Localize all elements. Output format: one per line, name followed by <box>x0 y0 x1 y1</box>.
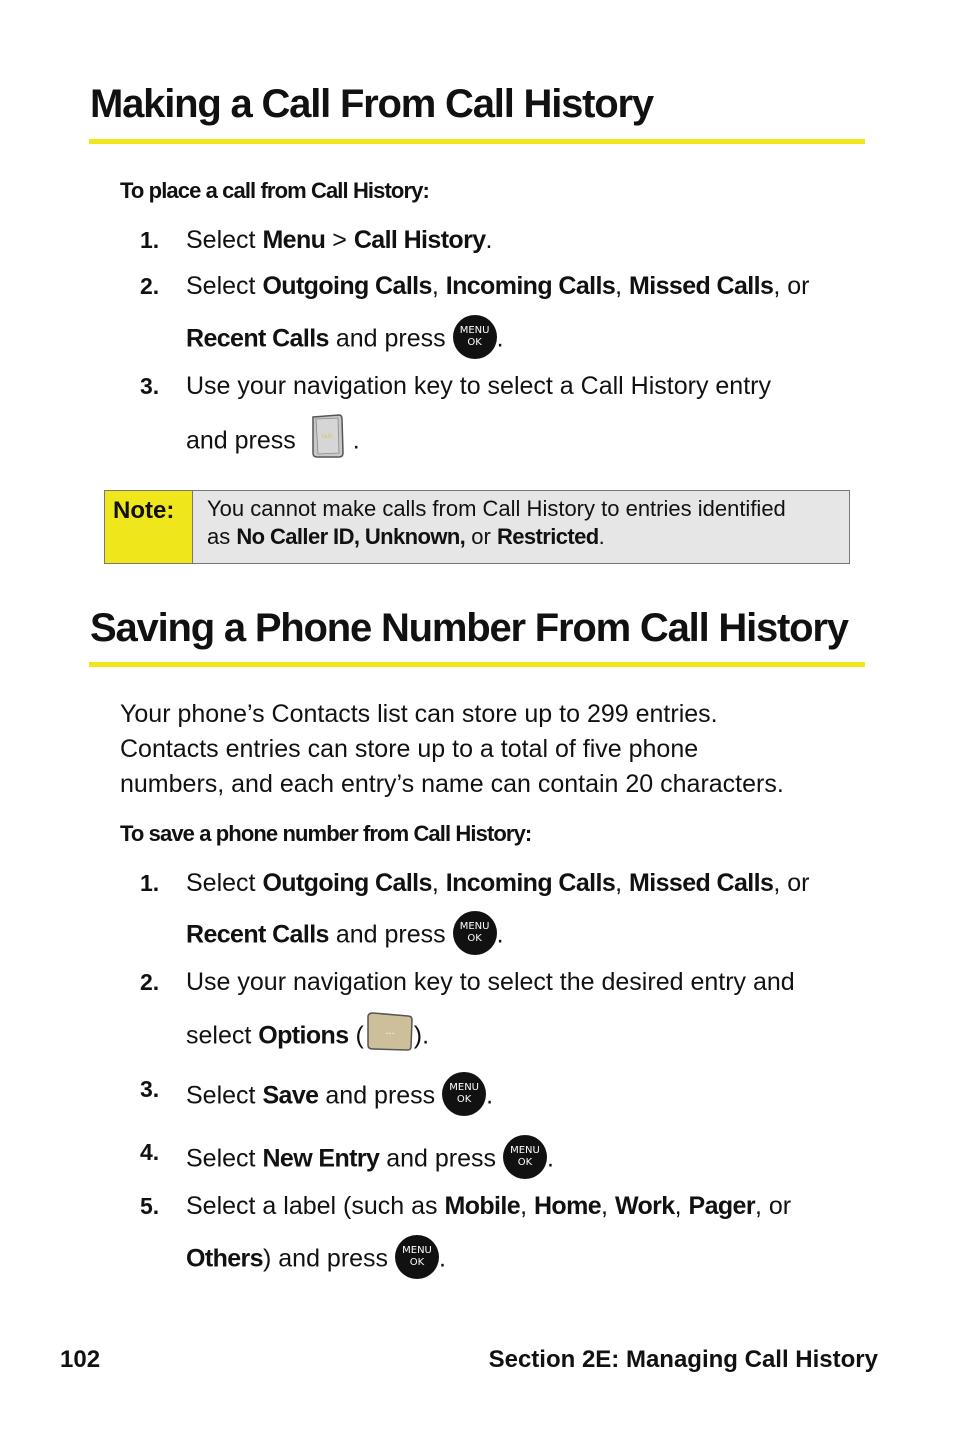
step-text: Select Outgoing Calls, Incoming Calls, Missed Calls, or <box>186 272 810 300</box>
section-title-saving-number: Saving a Phone Number From Call History <box>90 606 848 650</box>
step-text: Select New Entry and press MENU OK . <box>186 1138 554 1182</box>
svg-text:···: ··· <box>385 1029 395 1040</box>
step-text: Select a label (such as Mobile, Home, Work, Pager, or <box>186 1192 792 1220</box>
section-label: Section 2E: Managing Call History <box>488 1346 878 1373</box>
step-text: Use your navigation key to select a Call History entry <box>186 372 771 400</box>
title-underline <box>89 139 865 144</box>
talk-key-icon <box>309 413 345 465</box>
step-text: Use your navigation key to select the desired entry and <box>186 968 795 996</box>
step-number: 4. <box>140 1139 160 1165</box>
note-label: Note: <box>105 491 193 563</box>
svg-text:talk: talk <box>321 433 333 440</box>
menu-ok-button-icon: MENU OK <box>503 1135 547 1179</box>
note-box <box>104 490 850 564</box>
step-text: Select Outgoing Calls, Incoming Calls, Missed Calls, or <box>186 869 810 897</box>
step-text: Select Save and press MENU OK . <box>186 1075 493 1119</box>
step-text: select Options ( ··· ). <box>186 1014 429 1060</box>
step-number: 2. <box>140 969 160 995</box>
procedure-heading: To place a call from Call History: <box>120 178 429 203</box>
procedure-heading: To save a phone number from Call History: <box>120 821 532 846</box>
menu-ok-button-icon: MENU OK <box>395 1235 439 1279</box>
page-number: 102 <box>60 1346 101 1373</box>
step-text: Select Menu > Call History. <box>186 226 493 254</box>
step-text: Recent Calls and press MENU OK . <box>186 914 504 958</box>
step-number: 5. <box>140 1193 160 1219</box>
step-number: 1. <box>140 227 160 253</box>
step-number: 3. <box>140 1076 160 1102</box>
step-text: Others) and press MENU OK . <box>186 1238 446 1282</box>
step-text: Recent Calls and press MENU OK . <box>186 318 504 362</box>
menu-ok-button-icon: MENU OK <box>442 1072 486 1116</box>
intro-paragraph: Your phone’s Contacts list can store up to 299 entries. Contacts entries can store up to a total of five phone numbers, and each entry’s name can contain 20 characters. <box>120 700 784 798</box>
title-underline <box>89 662 865 667</box>
section-title-making-call: Making a Call From Call History <box>90 82 653 126</box>
step-number: 1. <box>140 870 160 896</box>
menu-ok-button-icon: MENU OK <box>453 315 497 359</box>
step-text: and press talk . <box>186 416 360 468</box>
note-text: You cannot make calls from Call History to entries identified as No Caller ID, Unknown, or Restricted. <box>207 496 786 549</box>
step-number: 2. <box>140 273 160 299</box>
options-softkey-icon <box>364 1011 414 1057</box>
step-number: 3. <box>140 373 160 399</box>
menu-ok-button-icon: MENU OK <box>453 911 497 955</box>
